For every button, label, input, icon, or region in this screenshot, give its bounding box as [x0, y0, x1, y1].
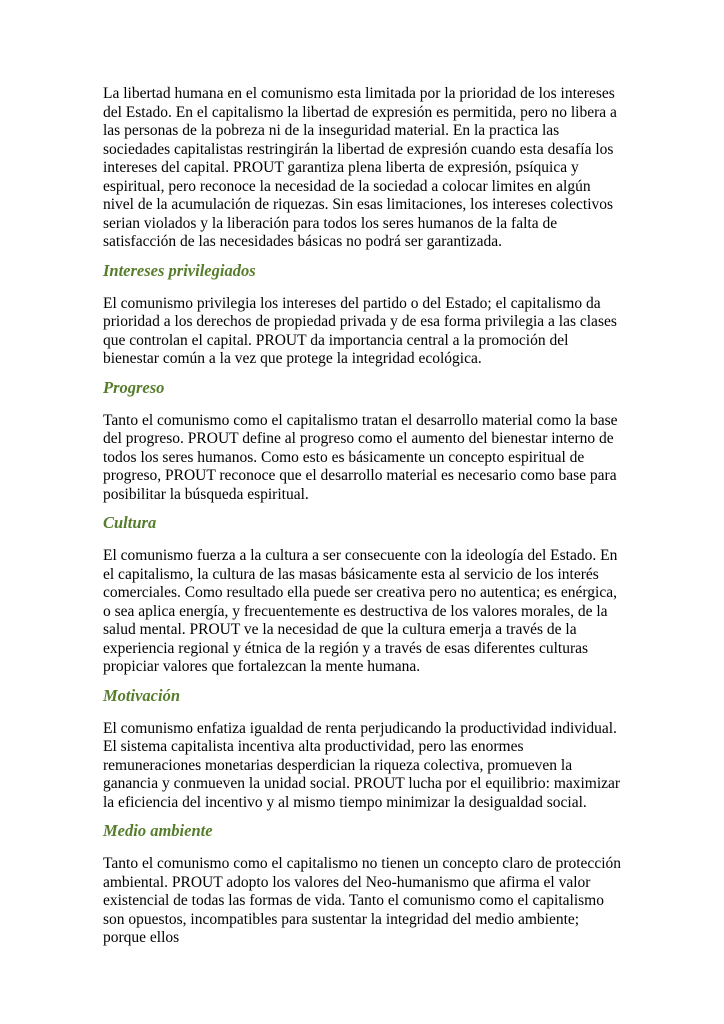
section-heading-medio-ambiente: Medio ambiente [103, 821, 213, 840]
section-paragraph-motivacion: El comunismo enfatiza igualdad de renta perjudicando la productividad individual. El sistema capitalista incentiva alta productividad, pero las enormes remuneraciones monetarias desperdician la riqueza colectiva, promueven la ganancia y conmueven la unidad social. PROUT lucha por el equilibrio: maximizar la eficiencia del incentivo y al mismo tiempo minimizar la desigualdad social. [103, 719, 621, 811]
section-paragraph-intereses-privilegiados: El comunismo privilegia los intereses del partido o del Estado; el capitalismo da prioridad a los derechos de propiedad privada y de esa forma privilegia a las clases que controlan el capital. PROUT da importancia central a la promoción del bienestar común a la vez que protege la integridad ecológica. [103, 294, 617, 367]
section-heading-progreso: Progreso [103, 377, 165, 397]
intro-paragraph: La libertad humana en el comunismo esta limitada por la prioridad de los intereses del Estado. En el capitalismo la libertad de expresión es permitida, pero no libera a las personas de la pobreza ni de la inseguridad material. En la practica las sociedades capitalistas restringirán la libertad de expresión cuando esta desafía los intereses del capital. PROUT garantiza plena liberta de expresión, psíquica y espiritual, pero reconoce la necesidad de la sociedad a colocar limites en algún nivel de la acumulación de riquezas. Sin esas limitaciones, los intereses colectivos serian violados y la liberación para todos los seres humanos de la falta de satisfacción de las necesidades básicas no podrá ser garantizada. [103, 85, 617, 250]
section-heading-intereses-privilegiados: Intereses privilegiados [103, 260, 256, 280]
document-content [103, 85, 623, 948]
section-paragraph-progreso: Tanto el comunismo como el capitalismo tratan el desarrollo material como la base del progreso. PROUT define al progreso como el aumento del bienestar interno de todos los seres humanos. Como esto es básicamente un concepto espiritual de progreso, PROUT reconoce que el desarrollo material es necesario como base para posibilitar la búsqueda espiritual. [103, 411, 618, 503]
section-paragraph-medio-ambiente: Tanto el comunismo como el capitalismo no tienen un concepto claro de protección ambiental. PROUT adopto los valores del Neo-humanismo que afirma el valor existencial de todas las formas de vida. Tanto el comunismo como el capitalismo son opuestos, incompatibles para sustentar la integridad del medio ambiente; porque ellos [103, 855, 622, 946]
section-heading-motivacion: Motivación [103, 685, 180, 705]
section-paragraph-cultura: El comunismo fuerza a la cultura a ser consecuente con la ideología del Estado. En el capitalismo, la cultura de las masas básicamente esta al servicio de los interés comerciales. Como resultado ella puede ser creativa pero no autentica; es enérgica, o sea aplica energía, y frecuentemente es destructiva de los valores morales, de la salud mental. PROUT ve la necesidad de que la cultura emerja a través de la experiencia regional y étnica de la región y a través de esas diferentes culturas propiciar valores que fortalezcan la mente humana. [103, 547, 618, 675]
section-heading-cultura: Cultura [103, 513, 157, 532]
